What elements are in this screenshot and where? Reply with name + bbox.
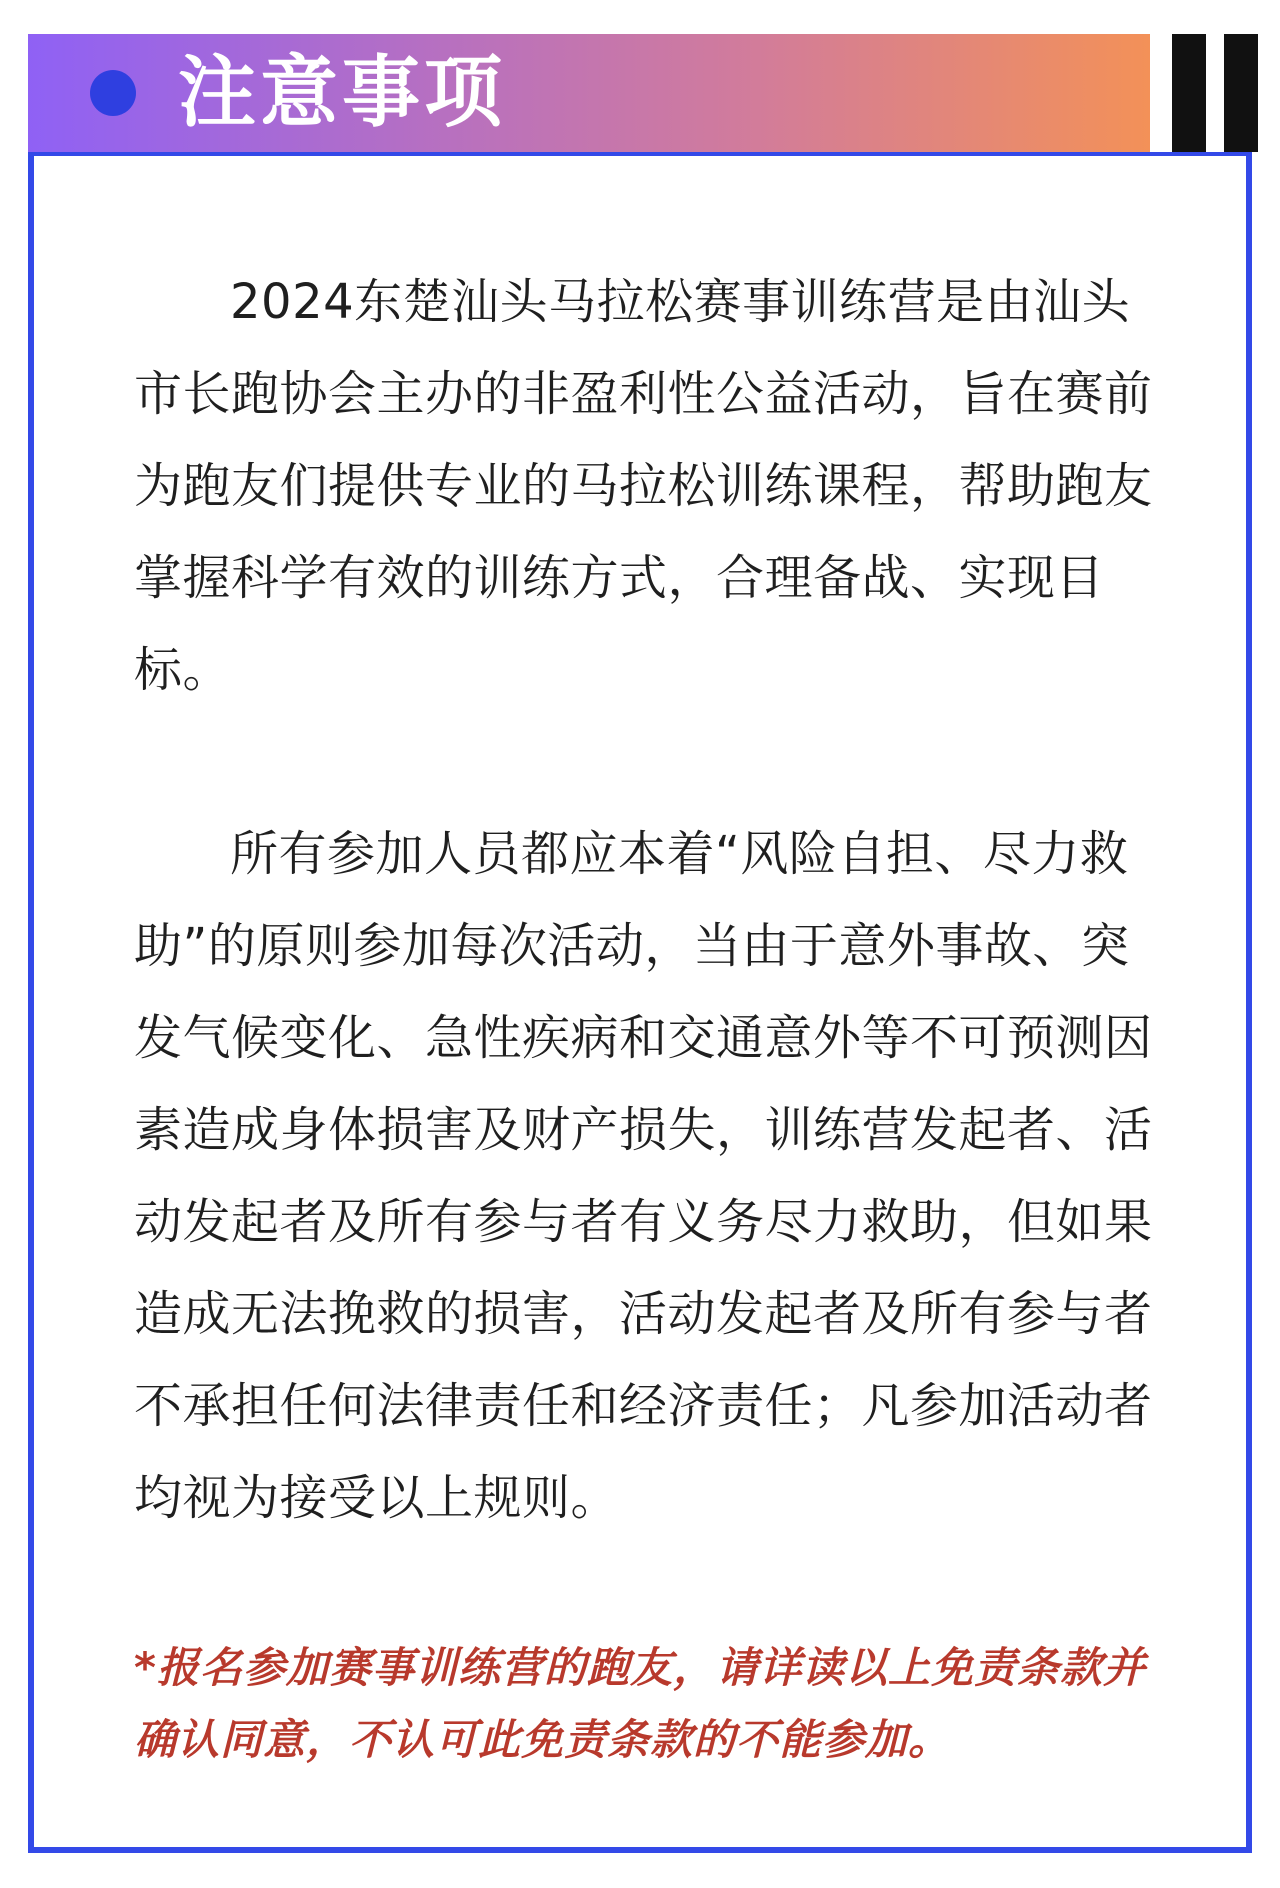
header-banner [28,34,1150,152]
registration-notice: *报名参加赛事训练营的跑友，请详读以上免责条款并确认同意，不认可此免责条款的不能参加。 [134,1643,1146,1764]
content-body [134,256,1174,1776]
notice-content-box [28,152,1252,1853]
bullet-dot-icon [90,70,136,116]
paragraph-intro: 2024东楚汕头马拉松赛事训练营是由汕头市长跑协会主办的非盈利性公益活动，旨在赛前为跑友们提供专业的马拉松训练课程，帮助跑友掌握科学有效的训练方式，合理备战、实现目标。 [134,274,1153,698]
decorative-bar [1224,34,1258,152]
decorative-bar [1172,34,1206,152]
page-title: 注意事项 [178,48,507,138]
paragraph-disclaimer: 所有参加人员都应本着“风险自担、尽力救助”的原则参加每次活动，当由于意外事故、突发气候变化、急性疾病和交通意外等不可预测因素造成身体损害及财产损失，训练营发起者、活动发起者及所有参与者有义务尽力救助，但如果造成无法挽救的损害，活动发起者及所有参与者不承担任何法律责任和经济责任；凡参加活动者均视为接受以上规则。 [134,826,1153,1526]
